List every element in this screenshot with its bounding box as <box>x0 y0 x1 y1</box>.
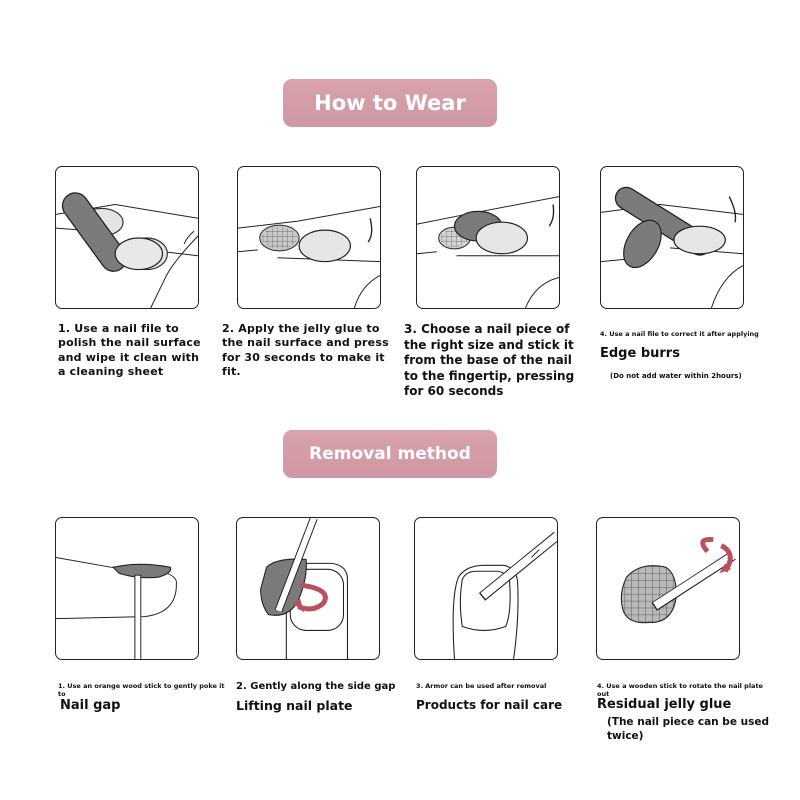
wear-step-4-illustration <box>600 166 744 309</box>
removal-step-4-caption: 4. Use a wooden stick to rotate the nail plate out <box>597 682 763 699</box>
wear-step-1-illustration <box>55 166 199 309</box>
how-to-wear-banner: How to Wear <box>283 79 497 127</box>
wear-step-1-caption: 1. Use a nail file to polish the nail surface and wipe it clean with a cleaning sheet <box>58 322 201 378</box>
wear-step-2-illustration <box>237 166 381 309</box>
wear-step-3-caption: 3. Choose a nail piece of the right size and stick it from the base of the nail to the fingertip, pressing for 60 seconds <box>404 322 575 399</box>
removal-step-4-illustration <box>596 517 740 660</box>
edge-burrs-title: Edge burrs <box>600 346 680 361</box>
removal-step-2-illustration <box>236 517 380 660</box>
removal-step-1-caption: 1. Use an orange wood stick to gently poke it to <box>58 682 225 699</box>
residual-jelly-glue-title: Residual jelly glue <box>597 697 732 712</box>
removal-step-3-illustration <box>414 517 558 660</box>
products-for-nail-care-title: Products for nail care <box>416 698 563 712</box>
wear-step-2-caption: 2. Apply the jelly glue to the nail surface and press for 30 seconds to make it fit. <box>222 322 389 378</box>
removal-step-4-note: (The nail piece can be used twice) <box>607 716 769 742</box>
wear-step-4-note: (Do not add water within 2hours) <box>610 372 742 380</box>
wear-step-3-illustration <box>416 166 560 309</box>
removal-step-3-caption: 3. Armor can be used after removal <box>416 682 547 690</box>
nail-gap-title: Nail gap <box>60 698 121 713</box>
removal-step-1-illustration <box>55 517 199 660</box>
lifting-nail-plate-title: Lifting nail plate <box>236 698 353 713</box>
removal-method-banner: Removal method <box>283 430 497 478</box>
removal-step-2-caption: 2. Gently along the side gap <box>236 681 396 692</box>
wear-step-4-caption: 4. Use a nail file to correct it after applying <box>600 330 759 338</box>
